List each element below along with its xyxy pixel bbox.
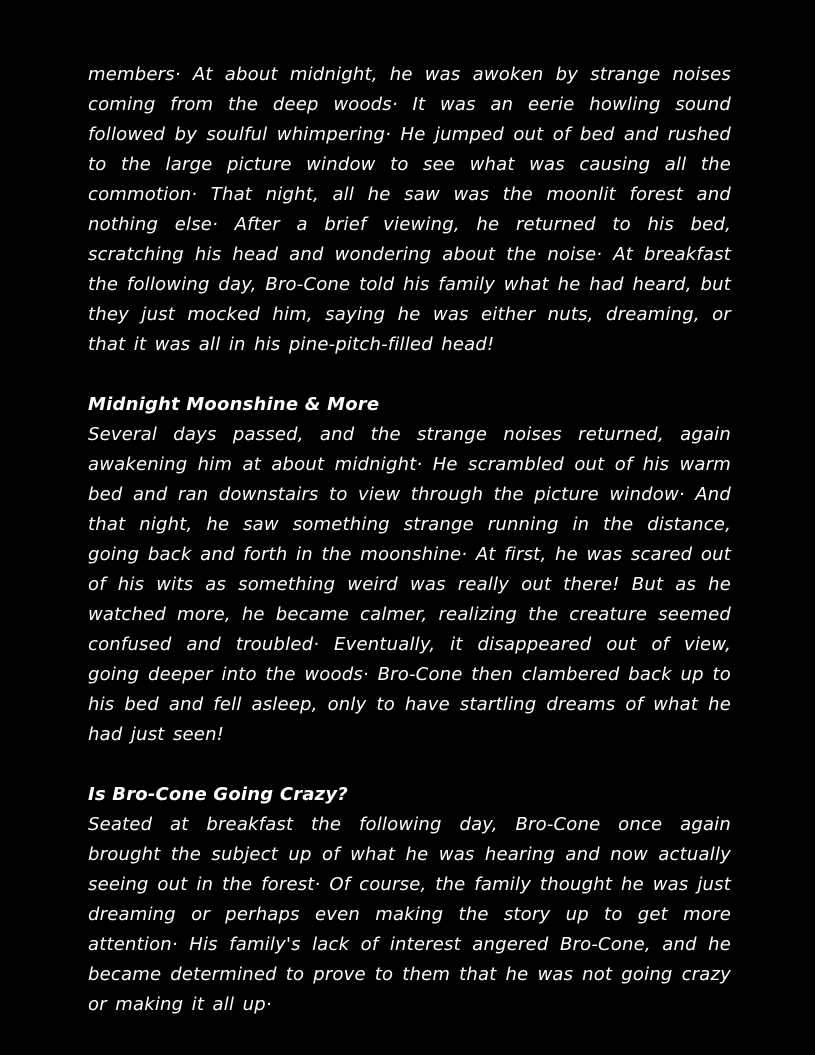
paragraph-midnight-noises: members· At about midnight, he was awoken by strange noises coming from the deep woods· It was an eerie howling sound followed by soulful whimpering· He jumped out of bed and rushed to the large picture window to see what was causing all the commotion· That night, all he saw was the moonlit forest and nothing else· After a brief viewing, he returned to his bed, scratching his head and wondering about the noise· At breakfast the following day, Bro-Cone told his family what he had heard, but they just mocked him, saying he was either nuts, dreaming, or that it was all in his pine-pitch-filled head! bbox=[88, 64, 731, 355]
section-heading-going-crazy: Is Bro-Cone Going Crazy? bbox=[88, 784, 348, 805]
paragraph-breakfast-determination: Seated at breakfast the following day, Bro-Cone once again brought the subject up of what he was hearing and now actually seeing out in the forest· Of course, the family thought he was just dreaming or perhaps even making the story up to get more attention· His family's lack of interest angered Bro-Cone, and he became determined to prove to them that he was not going crazy or making it all up· bbox=[88, 814, 731, 1015]
paragraph-moonshine-sighting: Several days passed, and the strange noises returned, again awakening him at about midnight· He scrambled out of his warm bed and ran downstairs to view through the picture window· And that night, he saw something strange running in the distance, going back and forth in the moonshine· At first, he was scared out of his wits as something weird was really out there! But as he watched more, he became calmer, realizing the creature seemed confused and troubled· Eventually, it disappeared out of view, going deeper into the woods· Bro-Cone then clambered back up to his bed and fell asleep, only to have startling dreams of what he had just seen! bbox=[88, 424, 731, 745]
section-heading-midnight-moonshine: Midnight Moonshine & More bbox=[88, 394, 380, 415]
